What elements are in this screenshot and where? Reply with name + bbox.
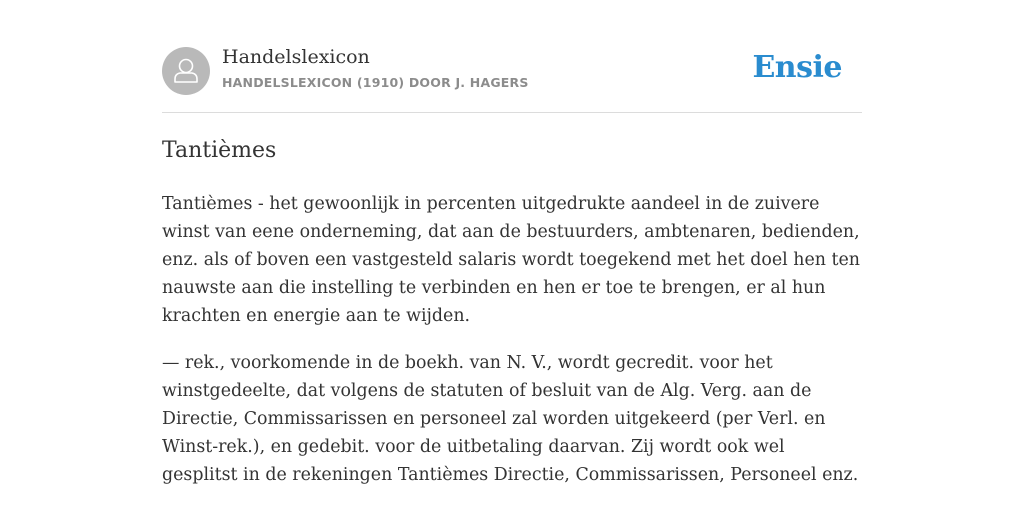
user-icon <box>162 47 210 95</box>
avatar[interactable] <box>162 47 210 95</box>
article-paragraph: — rek., voorkomende in de boekh. van N. V., wordt gecredit. voor het winstgedeelte, dat volgens de statuten of besluit van de Alg. Verg. aan de Directie, Commissarissen en personeel zal worden uitgekeerd (per Verl. en Winst-rek.), en gedebit. voor de uitbetaling daarvan. Zij wordt ook wel gesplitst in de rekeningen Tantièmes Directie, Commissarissen, Personeel enz. <box>162 353 859 485</box>
source-name[interactable]: Handelslexicon <box>222 46 370 68</box>
header <box>162 40 862 113</box>
page-title: Tantièmes <box>162 138 277 163</box>
ensie-logo[interactable]: Ensie <box>752 50 842 85</box>
article-paragraph: Tantièmes - het gewoonlijk in percenten uitgedrukte aandeel in de zuivere winst van eene onderneming, dat aan de bestuurders, ambtenaren, bedienden, enz. als of boven een vastgesteld salaris wordt toegekend met het doel hen ten nauwste aan die instelling te verbinden en hen er toe te brengen, er al hun krachten en energie aan te wijden. <box>162 194 860 326</box>
source-subtitle: HANDELSLEXICON (1910) DOOR J. HAGERS <box>222 75 529 90</box>
